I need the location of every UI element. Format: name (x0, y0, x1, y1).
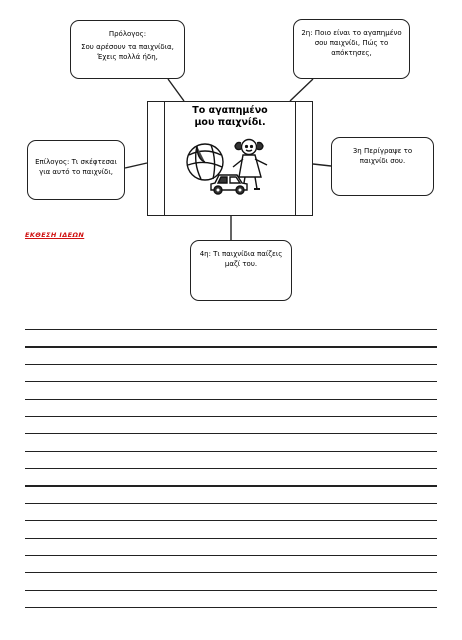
center-title (165, 105, 295, 129)
writing-line (25, 364, 437, 365)
red-title-label: ΕΚΘΕΣΗ ΙΔΕΩΝ (25, 231, 85, 239)
question-2-text: 2η: Ποιο είναι το αγαπημένο σου παιχνίδι, Πώς το απόκτησες, (301, 29, 402, 57)
center-title-line-2: μου παιχνίδι. (194, 117, 266, 128)
writing-line (25, 607, 437, 608)
writing-line (25, 538, 437, 539)
prologue-heading: Πρόλογος: (108, 30, 147, 38)
prologue-box (70, 20, 185, 79)
toys-ball-doll-car-icon (185, 137, 281, 195)
question-2-box (293, 19, 410, 79)
writing-line (25, 468, 437, 469)
writing-lines (25, 329, 437, 624)
writing-line (25, 503, 437, 504)
center-title-frame (147, 101, 313, 216)
writing-line (25, 399, 437, 400)
question-3-text: 3η Περίγραψε το παιχνίδι σου. (352, 147, 413, 165)
writing-line (25, 329, 437, 330)
writing-line (25, 451, 437, 452)
epilogue-text: Επίλογος: Τι σκέφτεσαι για αυτό το παιχνίδι, (35, 158, 117, 176)
question-3-box (331, 137, 434, 196)
writing-line (25, 572, 437, 573)
writing-line (25, 520, 437, 521)
question-4-text: 4η: Τι παιχνίδια παίζεις μαζί του. (199, 250, 283, 268)
writing-line (25, 416, 437, 417)
writing-line (25, 485, 437, 486)
epilogue-box (27, 140, 125, 200)
center-title-panel (164, 101, 296, 216)
writing-line (25, 381, 437, 382)
writing-line (25, 433, 437, 434)
writing-line (25, 590, 437, 591)
writing-line (25, 555, 437, 556)
center-title-line-1: Το αγαπημένο (192, 105, 268, 116)
writing-line (25, 346, 437, 347)
question-4-box (190, 240, 292, 301)
prologue-text: Σου αρέσουν τα παιχνίδια, Έχεις πολλά ήδη, (81, 43, 174, 61)
